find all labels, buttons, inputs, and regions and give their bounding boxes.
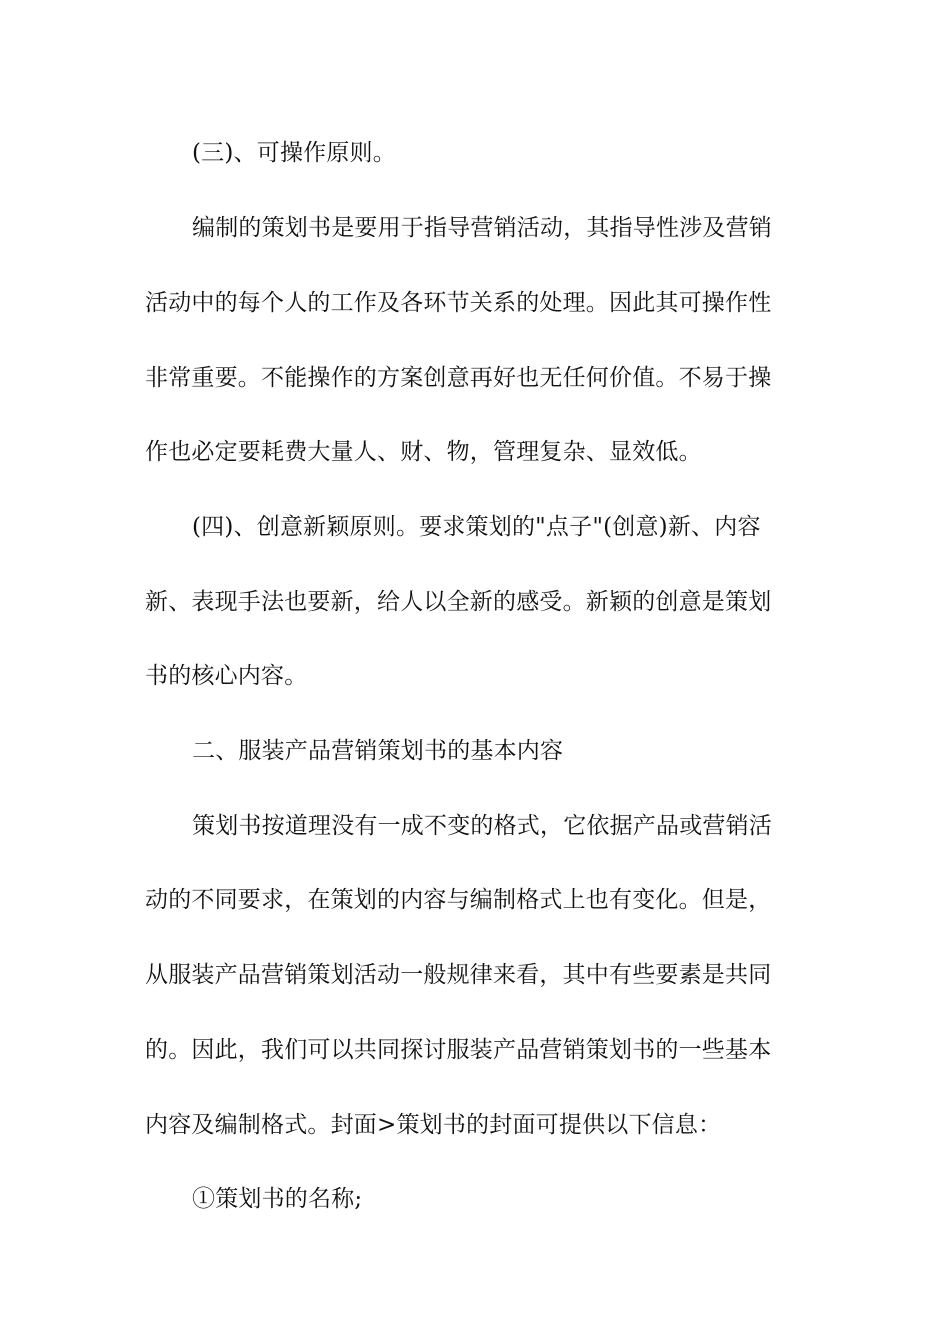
paragraph-line: 内容及编制格式。封面>策划书的封面可提供以下信息： xyxy=(145,1112,722,1138)
paragraph-line: 动的不同要求，在策划的内容与编制格式上也有变化。但是， xyxy=(145,887,772,913)
section-heading-creativity: (四)、创意新颖原则。要求策划的"点子"(创意)新、内容 xyxy=(192,514,761,540)
list-item: ①策划书的名称; xyxy=(192,1186,363,1212)
section-heading-basic-content: 二、服装产品营销策划书的基本内容 xyxy=(192,738,564,764)
paragraph-line: 从服装产品营销策划活动一般规律来看，其中有些要素是共同 xyxy=(145,962,772,988)
paragraph-line: 非常重要。不能操作的方案创意再好也无任何价值。不易于操 xyxy=(145,365,772,391)
paragraph-line: 策划书按道理没有一成不变的格式，它依据产品或营销活 xyxy=(192,813,772,839)
paragraph-line: 书的核心内容。 xyxy=(145,663,308,689)
paragraph-line: 活动中的每个人的工作及各环节关系的处理。因此其可操作性 xyxy=(145,290,772,316)
paragraph-line: 新、表现手法也要新，给人以全新的感受。新颖的创意是策划 xyxy=(145,589,772,615)
paragraph-line: 编制的策划书是要用于指导营销活动，其指导性涉及营销 xyxy=(192,215,772,241)
section-heading-operability: (三)、可操作原则。 xyxy=(192,140,396,166)
paragraph-line: 作也必定要耗费大量人、财、物，管理复杂、显效低。 xyxy=(145,439,702,465)
paragraph-line: 的。因此，我们可以共同探讨服装产品营销策划书的一些基本 xyxy=(145,1037,772,1063)
